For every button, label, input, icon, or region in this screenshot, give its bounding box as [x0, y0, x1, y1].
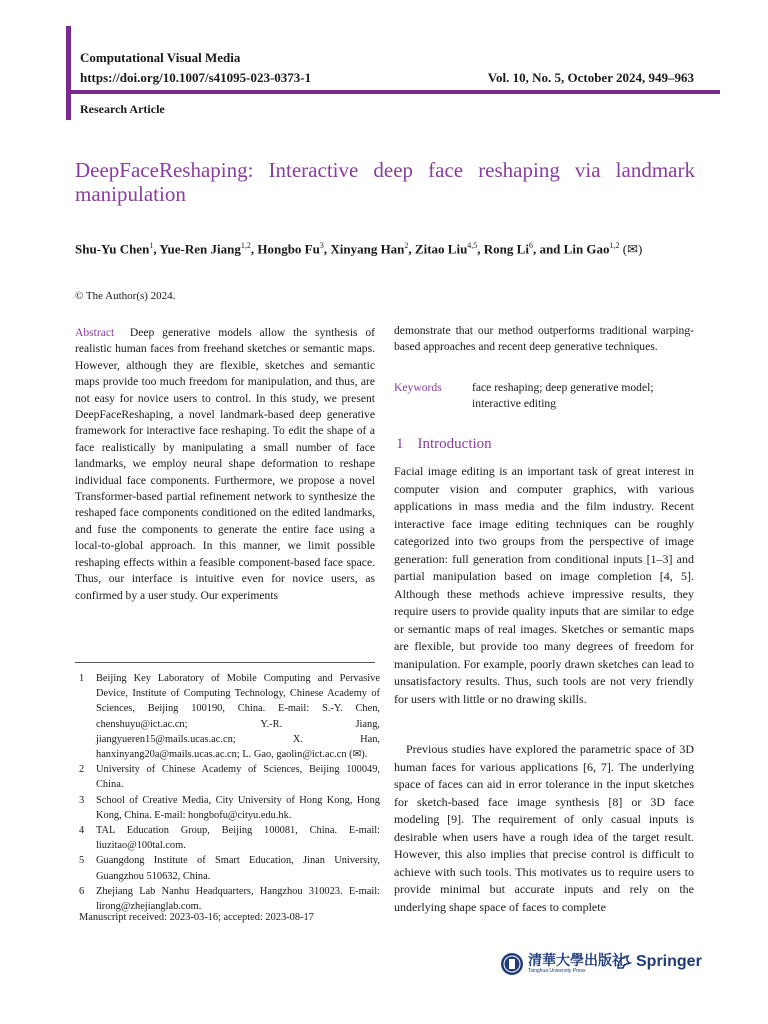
author: and Lin Gao	[539, 241, 610, 257]
header-horizontal-rule	[66, 90, 720, 94]
affiliation-mark: 6	[528, 241, 533, 250]
abstract-left	[75, 325, 375, 604]
doi-link[interactable]: https://doi.org/10.1007/s41095-023-0373-1	[80, 70, 312, 85]
section-title: Introduction	[417, 436, 492, 452]
footnote: 1 Beijing Key Laboratory of Mobile Computing and Pervasive Device, Institute of Computing Technology, Chinese Academy of Sciences, Beijing 100190, China. E-mail: S.-Y. Chen, chenshuyu@ict.ac.cn; Y.-R. Jiang, jiangyueren15@mails.ucas.ac.cn; X. Han, hanxinyang20a@mails.ucas.ac.cn; L. Gao, gaolin@ict.ac.cn (✉).	[79, 673, 380, 761]
footnote: 3 School of Creative Media, City University of Hong Kong, Hong Kong, China. E-mail: hongbofu@cityu.edu.hk.	[79, 794, 380, 821]
footnote: 2 University of Chinese Academy of Sciences, Beijing 100049, China.	[79, 764, 380, 791]
affiliation-mark: 1,2	[240, 241, 251, 250]
section-number: 1	[396, 436, 404, 452]
footnote-rule	[75, 662, 375, 663]
tsinghua-logo	[500, 952, 626, 976]
abstract-continued: demonstrate that our method outperforms traditional warping-based approaches and recent deep generative techniques.	[394, 324, 694, 354]
affiliation-mark: 1,2	[609, 241, 620, 250]
footnote: 6 Zhejiang Lab Nanhu Headquarters, Hangzhou 310023. E-mail: lirong@zhejianglab.com.	[79, 885, 380, 913]
springer-logo	[614, 952, 702, 972]
copyright-notice: © The Author(s) 2024.	[75, 290, 176, 302]
author: Hongbo Fu	[257, 241, 320, 257]
envelope-icon[interactable]: (✉)	[622, 241, 643, 257]
header-vertical-bar	[66, 26, 71, 120]
author-list: Shu-Yu Chen$^1$, Yue-Ren Jiang$^{1,2}$, Hongbo Fu$^3$, Xinyang Han$^2$, Zitao Liu$^{4,5}$, Rong Li$^6$, and Lin Gao$^{1,2}$ (✉)	[75, 241, 643, 257]
affiliation-mark: 1	[149, 241, 154, 250]
abstract-text: Deep generative models allow the synthesis of realistic human faces from freehand sketches or semantic maps. However, although they are flexible, sketches and semantic maps provide too much freedom for manipulation, and thus, are not easy for novice users to control. In this study, we present DeepFaceReshaping, a novel landmark-based deep generative framework for interactive face reshaping. To edit the shape of a face realistically by manipulating a small number of face landmarks, we employ neural shape deformation to reshape individual face components. Furthermore, we propose a novel Transformer-based partial refinement network to synthesize the reshaped face components conditioned on the edited landmarks, and fuse the components to generate the entire face using a local-to-global approach. In this manner, we limit possible reshaping effects within a feasible component-based face space. Thus, our interface is intuitive even for novice users, as confirmed by a user study. Our experiments	[75, 326, 376, 602]
affiliation-mark: 2	[404, 241, 409, 250]
tsinghua-name-cn: 清華大學出版社	[528, 953, 626, 969]
keywords-block	[394, 380, 694, 413]
footnote: 5 Guangdong Institute of Smart Education, Jinan University, Guangzhou 510632, China.	[79, 855, 380, 882]
author: Rong Li	[483, 241, 529, 257]
keywords-label: Keywords	[394, 381, 442, 394]
volume-info: Vol. 10, No. 5, October 2024, 949–963	[487, 70, 694, 85]
intro-paragraph-2: Previous studies have explored the parametric space of 3D human faces for various applications [6, 7]. The underlying space of faces can aid in error tolerance in the input sketches for sketch-based face image synthesis [8] or 3D face modeling [9]. The requirement of only casual inputs is desirable when users have a rough idea of the target result. However, this also implies that precise control is difficult to achieve with such tools. This motivates us to require users to provide minimal but accurate inputs and rely on the underlying shape space of faces to complete	[394, 742, 694, 914]
paper-title: DeepFaceReshaping: Interactive deep face reshaping via landmark manipulation	[75, 158, 695, 206]
springer-wordmark: Springer	[636, 953, 702, 970]
keywords-text: face reshaping; deep generative model; interactive editing	[472, 381, 654, 411]
author: Yue-Ren Jiang	[159, 241, 241, 257]
article-type: Research Article	[80, 102, 165, 116]
affiliation-mark: 3	[319, 241, 324, 250]
affiliation-mark: 4,5	[467, 241, 478, 250]
footnotes	[75, 671, 380, 914]
section-heading	[396, 436, 506, 453]
tsinghua-name-en: Tsinghua University Press	[528, 968, 586, 974]
author: Shu-Yu Chen	[75, 241, 150, 257]
journal-name: Computational Visual Media	[80, 50, 241, 65]
footnote: 4 TAL Education Group, Beijing 100081, China. E-mail: liuzitao@100tal.com.	[79, 825, 380, 852]
intro-paragraph-1: Facial image editing is an important task of great interest in computer vision and computer graphics, with various applications in mass media and the film industry. Recent interactive face image editing techniques can be roughly categorized into two groups from the perspective of image generation: full generation from conditional inputs [1–3] and partial manipulation based on image completion [4, 5]. Although these methods achieve impressive results, they require users to provide quality inputs that are similar to edge or semantic maps of real images. Sketches or semantic maps are flexible, but provide too many degrees of freedom for manipulation. For example, poorly drawn sketches can lead to unsatisfactory results. Thus, such tools are not very friendly for users with little or no drawing skills.	[394, 464, 694, 706]
abstract-label: Abstract	[75, 326, 115, 339]
springer-horse-icon	[614, 952, 634, 972]
manuscript-dates: Manuscript received: 2023-03-16; accepted: 2023-08-17	[79, 912, 314, 923]
tsinghua-seal-icon	[500, 952, 524, 976]
author: Zitao Liu	[414, 241, 468, 257]
author: Xinyang Han	[330, 241, 405, 257]
